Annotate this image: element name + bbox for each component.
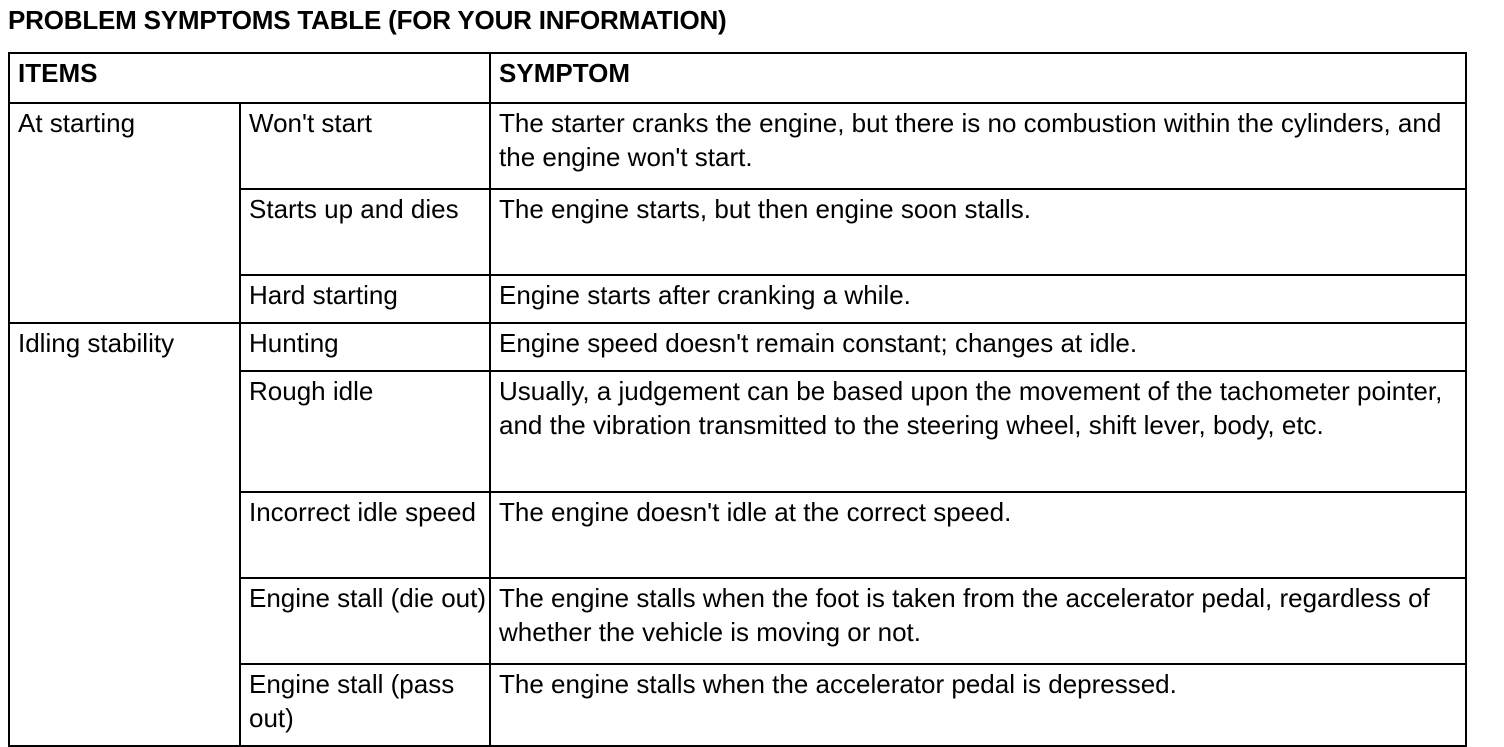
table-row — [9, 103, 1466, 189]
category-cell: At starting — [9, 103, 240, 323]
symptoms-table — [8, 52, 1467, 747]
category-cell: Idling stability — [9, 323, 240, 746]
item-cell: Engine stall (die out) — [240, 578, 490, 664]
items-column-header: ITEMS — [9, 53, 490, 103]
symptom-cell: The engine stalls when the accelerator pedal is depressed. — [490, 664, 1466, 746]
page-title: PROBLEM SYMPTOMS TABLE (FOR YOUR INFORMATION) — [8, 5, 727, 35]
symptom-cell: The engine stalls when the foot is taken from the accelerator pedal, regardless of whether the vehicle is moving or not. — [490, 578, 1466, 664]
item-cell: Hard starting — [240, 275, 490, 323]
symptom-cell: Engine starts after cranking a while. — [490, 275, 1466, 323]
item-cell: Hunting — [240, 323, 490, 371]
symptom-column-header: SYMPTOM — [490, 53, 1466, 103]
item-cell: Starts up and dies — [240, 189, 490, 275]
symptom-cell: The engine doesn't idle at the correct speed. — [490, 492, 1466, 578]
item-cell: Rough idle — [240, 371, 490, 492]
symptom-cell: The starter cranks the engine, but there is no combustion within the cylinders, and the engine won't start. — [490, 103, 1466, 189]
item-cell: Won't start — [240, 103, 490, 189]
symptom-cell: Usually, a judgement can be based upon the movement of the tachometer pointer, and the vibration transmitted to the steering wheel, shift lever, body, etc. — [490, 371, 1466, 492]
table-header-row — [9, 53, 1466, 103]
table-row — [9, 323, 1466, 371]
item-cell: Incorrect idle speed — [240, 492, 490, 578]
symptom-cell: Engine speed doesn't remain constant; changes at idle. — [490, 323, 1466, 371]
symptom-cell: The engine starts, but then engine soon stalls. — [490, 189, 1466, 275]
item-cell: Engine stall (pass out) — [240, 664, 490, 746]
